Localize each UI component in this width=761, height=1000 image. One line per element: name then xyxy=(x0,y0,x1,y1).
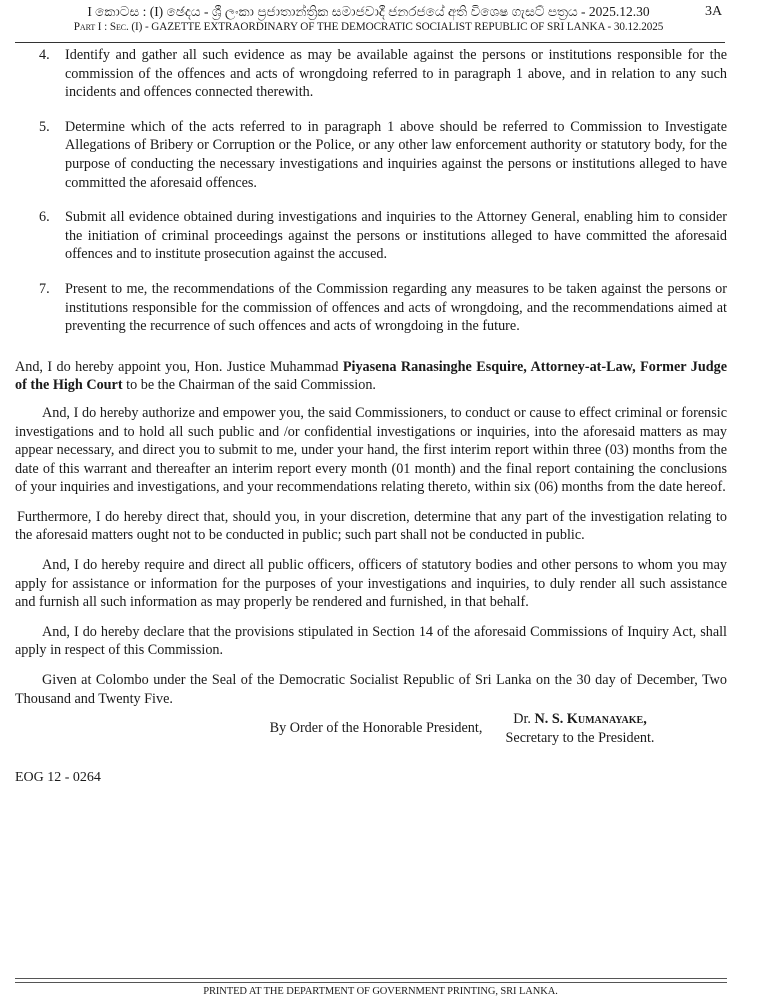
item-text: Present to me, the recommendations of the Commission regarding any measures to be taken against the persons or institutions responsible for the commission of offences and acts of wrongdoing, and the recommendations aimed at preventing the recurrence of such offences and acts of wrongdoing in the future. xyxy=(65,280,727,335)
furthermore-paragraph: Furthermore, I do hereby direct that, should you, in your discretion, determine that any part of the investigation relating to the aforesaid matters ought not to be conducted in public; such part shall not be conducted in public. xyxy=(15,508,727,544)
numbered-item xyxy=(15,280,727,336)
appointment-prefix: And, I do hereby appoint you, Hon. Justice Muhammad xyxy=(15,358,343,375)
signatory-name-line xyxy=(480,710,680,729)
numbered-item xyxy=(15,208,727,264)
appointment-paragraph xyxy=(15,358,727,395)
item-number: 5. xyxy=(39,118,50,135)
appointment-suffix: to be the Chairman of the said Commission. xyxy=(122,377,376,394)
numbered-item xyxy=(15,118,727,192)
header-sinhala-title: I කොටස : (I) ඡෙදය - ශ්‍රී ලංකා ප්‍රජාතාන්ත්‍රික සමාජවාදී ජනරජයේ අති විශෙෂ ගැසට් පත්‍රය - 2025.12.30 xyxy=(87,4,650,19)
item-number: 6. xyxy=(39,209,50,226)
chairman-name: Piyasena Ranasinghe Esquire, Attorney-at-Law, Former Judge of the High Court xyxy=(15,358,728,394)
header-english-title xyxy=(0,21,737,33)
footer-divider-top xyxy=(15,978,727,979)
item-text: Submit all evidence obtained during investigations and inquiries to the Attorney General, enabling him to consider the initiation of criminal proceedings against the persons or institutions alleged to have committed the aforesaid offences and to institute prosecution against the accused. xyxy=(65,209,727,263)
footer-divider-bottom xyxy=(15,982,727,983)
document-reference: EOG 12 - 0264 xyxy=(15,770,101,785)
header-gazette-title: - GAZETTE EXTRAORDINARY OF THE DEMOCRATIC SOCIALIST REPUBLIC OF SRI LANKA - 30.12.2025 xyxy=(142,21,664,33)
footer-printer-note: PRINTED AT THE DEPARTMENT OF GOVERNMENT PRINTING, SRI LANKA. xyxy=(203,986,558,997)
signatory-title-prefix: Dr. xyxy=(513,711,535,727)
document-body xyxy=(15,46,727,749)
page-header xyxy=(0,0,761,44)
require-paragraph: And, I do hereby require and direct all public officers, officers of statutory bodies and other persons to whom you may apply for assistance or information for the purposes of your investigations and inquiries, to duly render all such assistance and furnish all such information as may properly be rendered and furnished, in that behalf. xyxy=(15,557,727,611)
page-number: 3A xyxy=(705,4,723,19)
item-text: Determine which of the acts referred to in paragraph 1 above should be referred to Commission to Investigate Allegations of Bribery or Corruption or the Police, or any other law enforcement authority or statutory body, for the purpose of conducting the necessary investigations and inquiries against the persons or institutions alleged to have committed the aforesaid offences. xyxy=(65,118,727,191)
header-part-section: Part I : Sec. (I) xyxy=(73,21,143,33)
header-divider xyxy=(15,42,725,43)
item-text: Identify and gather all such evidence as may be available against the persons or institutions responsible for the commission of the offences and acts of wrongdoing referred to in paragraph 1 above, and in relation to any such incidents and offences connected therewith. xyxy=(65,47,727,101)
given-paragraph: Given at Colombo under the Seal of the Democratic Socialist Republic of Sri Lanka on the 30 day of December, Two Thousand and Twenty Five. xyxy=(15,672,727,707)
signatory-name: N. S. Kumanayake, xyxy=(534,711,647,727)
numbered-item xyxy=(15,46,727,102)
item-number: 4. xyxy=(39,47,50,63)
signature-block xyxy=(480,710,680,747)
declare-paragraph: And, I do hereby declare that the provisions stipulated in Section 14 of the aforesaid Commissions of Inquiry Act, shall apply in respect of this Commission. xyxy=(15,623,727,659)
signatory-position: Secretary to the President. xyxy=(505,729,655,746)
by-order-line: By Order of the Honorable President, xyxy=(269,720,483,737)
authorize-paragraph: And, I do hereby authorize and empower you, the said Commissioners, to conduct or cause to effect criminal or forensic investigations and to hold all such public and /or confidential investigations or inquiries, into the aforesaid matters as may appear necessary, and direct you to submit to me, under your hand, the first interim report within three (03) months from the date of this warrant and thereafter an interim report every month (01 month) and the final report containing the conclusions of your inquiries and investigations, and your recommendations relating thereto, within six (06) months from the date hereof. xyxy=(15,404,727,496)
item-number: 7. xyxy=(39,280,50,297)
